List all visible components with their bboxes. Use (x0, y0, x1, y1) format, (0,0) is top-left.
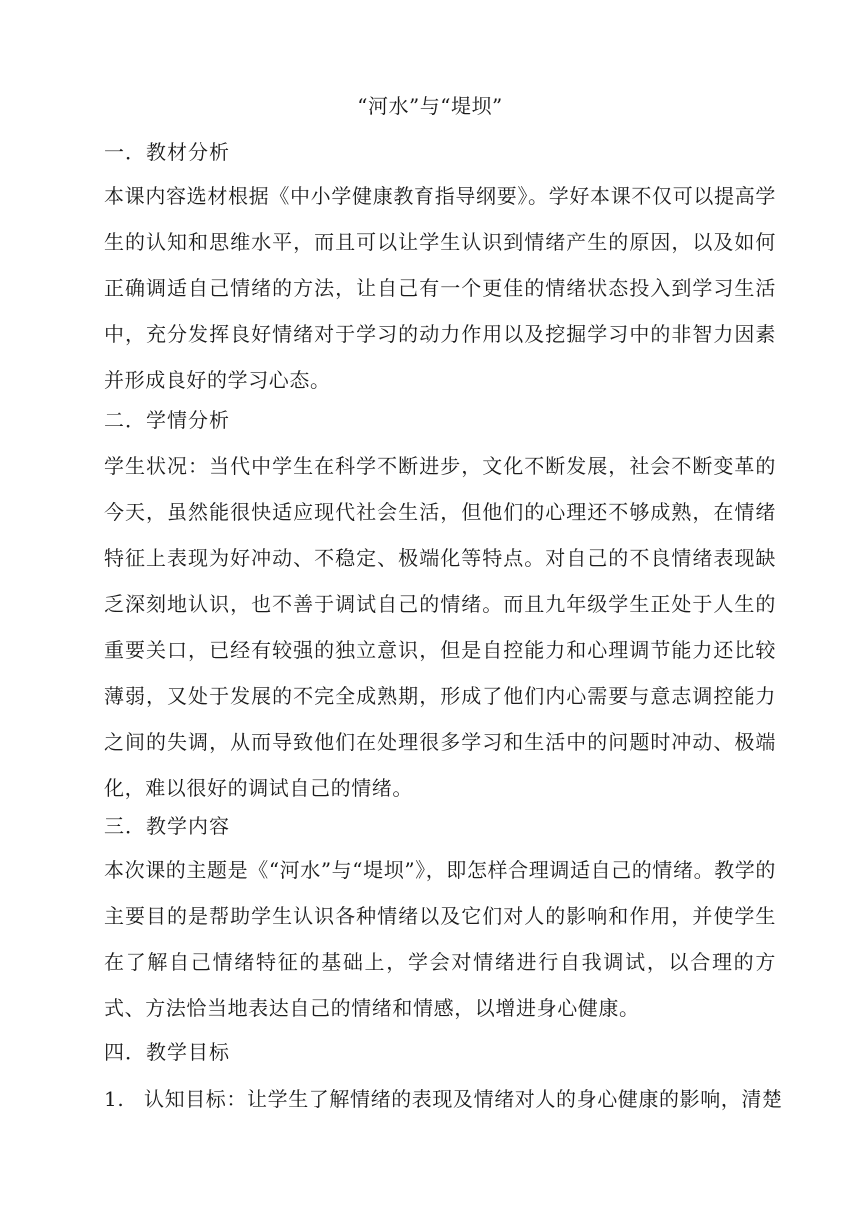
section-heading-2: 二．学情分析 (104, 408, 230, 432)
list-item-number: 1. (104, 1087, 125, 1111)
section-paragraph-1: 本课内容选材根据《中小学健康教育指导纲要》。学好本课不仅可以提高学生的认知和思维水平，而且可以让学生认识到情绪产生的原因，以及如何正确调适自己情绪的方法，让自己有一个更佳的情绪状态投入到学习生活中，充分发挥良好情绪对于学习的动力作用以及挖掘学习中的非智力因素并形成良好的学习心态。 (104, 184, 776, 392)
section-heading-1: 一．教材分析 (104, 140, 230, 164)
list-item (104, 1076, 783, 1122)
section-paragraph-3: 本次课的主题是《“河水”与“堤坝”》，即怎样合理调适自己的情绪。教学的主要目的是帮助学生认识各种情绪以及它们对人的影响和作用，并使学生在了解自己情绪特征的基础上，学会对情绪进行自我调试，以合理的方式、方法恰当地表达自己的情绪和情感，以增进身心健康。 (104, 858, 776, 1020)
section-heading-3: 三．教学内容 (104, 814, 230, 838)
document-title: “河水”与“堤坝” (357, 94, 503, 118)
list-item-text: 认知目标：让学生了解情绪的表现及情绪对人的身心健康的影响，清楚 (144, 1087, 783, 1111)
section-heading-4: 四．教学目标 (104, 1040, 230, 1064)
section-paragraph-2: 学生状况：当代中学生在科学不断进步，文化不断发展，社会不断变革的今天，虽然能很快适应现代社会生活，但他们的心理还不够成熟，在情绪特征上表现为好冲动、不稳定、极端化等特点。对自己的不良情绪表现缺乏深刻地认识，也不善于调试自己的情绪。而且九年级学生正处于人生的重要关口，已经有较强的独立意识，但是自控能力和心理调节能力还比较薄弱，又处于发展的不完全成熟期，形成了他们内心需要与意志调控能力之间的失调，从而导致他们在处理很多学习和生活中的问题时冲动、极端化，难以很好的调试自己的情绪。 (104, 454, 776, 800)
